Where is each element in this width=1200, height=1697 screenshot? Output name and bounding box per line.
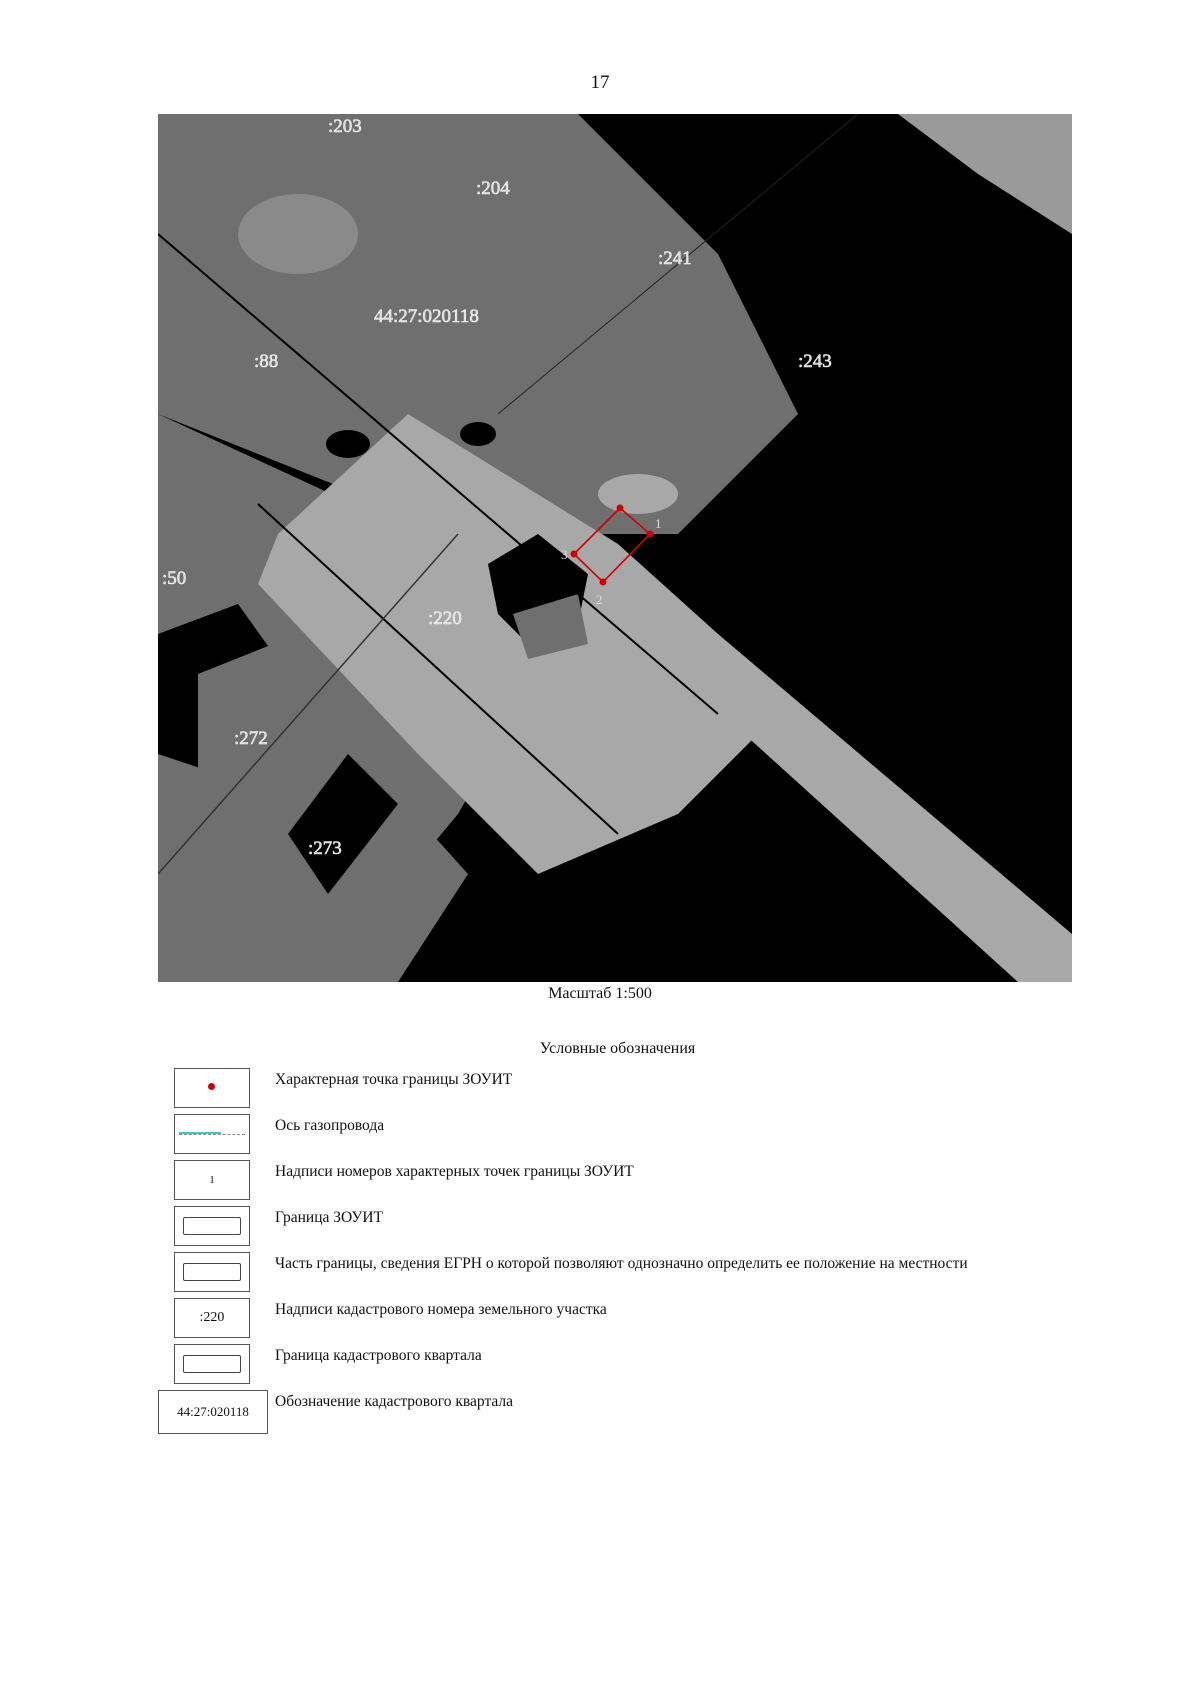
legend-text-point-number: Надписи номеров характерных точек границы ЗОУИТ bbox=[275, 1163, 634, 1180]
cadastral-map bbox=[158, 114, 1072, 982]
rectangle-icon bbox=[183, 1217, 241, 1235]
page-number: 17 bbox=[590, 72, 610, 93]
parcel-label-273: :273 bbox=[308, 838, 342, 859]
parcel-label-241: :241 bbox=[658, 248, 692, 269]
map-blob bbox=[326, 430, 370, 458]
zone-point-3-label: 3 bbox=[561, 547, 568, 562]
legend-symbol-parcel-number bbox=[174, 1298, 250, 1338]
rectangle-icon bbox=[183, 1355, 241, 1373]
legend-title: Условные обозначения bbox=[539, 1040, 696, 1057]
parcel-number-sample: :220 bbox=[199, 1310, 225, 1325]
parcel-label-204: :204 bbox=[476, 178, 510, 199]
map-blob bbox=[460, 422, 496, 446]
parcel-label-272: :272 bbox=[234, 728, 268, 749]
legend-symbol-gas bbox=[174, 1114, 250, 1154]
map-blob bbox=[598, 474, 678, 514]
legend-symbol-zone bbox=[174, 1206, 250, 1246]
zone-point-1-label: 1 bbox=[655, 516, 662, 531]
legend-symbol-quarter-label bbox=[158, 1390, 268, 1434]
parcel-label-243: :243 bbox=[798, 351, 832, 372]
map-scale: Масштаб 1:500 bbox=[548, 985, 652, 1002]
quarter-label: 44:27:020118 bbox=[374, 306, 479, 327]
point-number-sample: 1 bbox=[209, 1174, 215, 1186]
legend-text-parcel-number: Надписи кадастрового номера земельного участка bbox=[275, 1301, 607, 1318]
parcel-label-203: :203 bbox=[328, 116, 362, 137]
map-blob bbox=[238, 194, 358, 274]
zone-point-marker bbox=[647, 531, 654, 538]
rectangle-icon bbox=[183, 1263, 241, 1281]
legend-text-gas: Ось газопровода bbox=[275, 1117, 385, 1134]
legend-symbol-quarter-boundary bbox=[174, 1344, 250, 1384]
red-dot-icon bbox=[208, 1083, 215, 1090]
gas-line-accent-icon bbox=[179, 1132, 221, 1134]
legend-symbol-egrn bbox=[174, 1252, 250, 1292]
legend-text-point: Характерная точка границы ЗОУИТ bbox=[275, 1071, 513, 1088]
legend-symbol-point bbox=[174, 1068, 250, 1108]
legend-symbol-point-number bbox=[174, 1160, 250, 1200]
zone-point-2-label: 2 bbox=[596, 592, 603, 607]
parcel-label-50: :50 bbox=[162, 568, 187, 589]
parcel-label-220: :220 bbox=[428, 608, 462, 629]
legend-text-quarter-boundary: Граница кадастрового квартала bbox=[275, 1347, 482, 1364]
zone-point-3-marker bbox=[571, 551, 578, 558]
legend-text-egrn: Часть границы, сведения ЕГРН о которой позволяют однозначно определить ее положение на местности bbox=[275, 1255, 968, 1272]
map-canvas bbox=[158, 114, 1072, 982]
zone-point-2-marker bbox=[600, 579, 607, 586]
zone-point-1-marker bbox=[617, 505, 624, 512]
quarter-label-sample: 44:27:020118 bbox=[177, 1404, 249, 1419]
legend-text-zone: Граница ЗОУИТ bbox=[275, 1209, 383, 1226]
parcel-label-88: :88 bbox=[254, 351, 279, 372]
gas-line-icon bbox=[179, 1134, 245, 1136]
legend-text-quarter-label: Обозначение кадастрового квартала bbox=[275, 1393, 514, 1410]
